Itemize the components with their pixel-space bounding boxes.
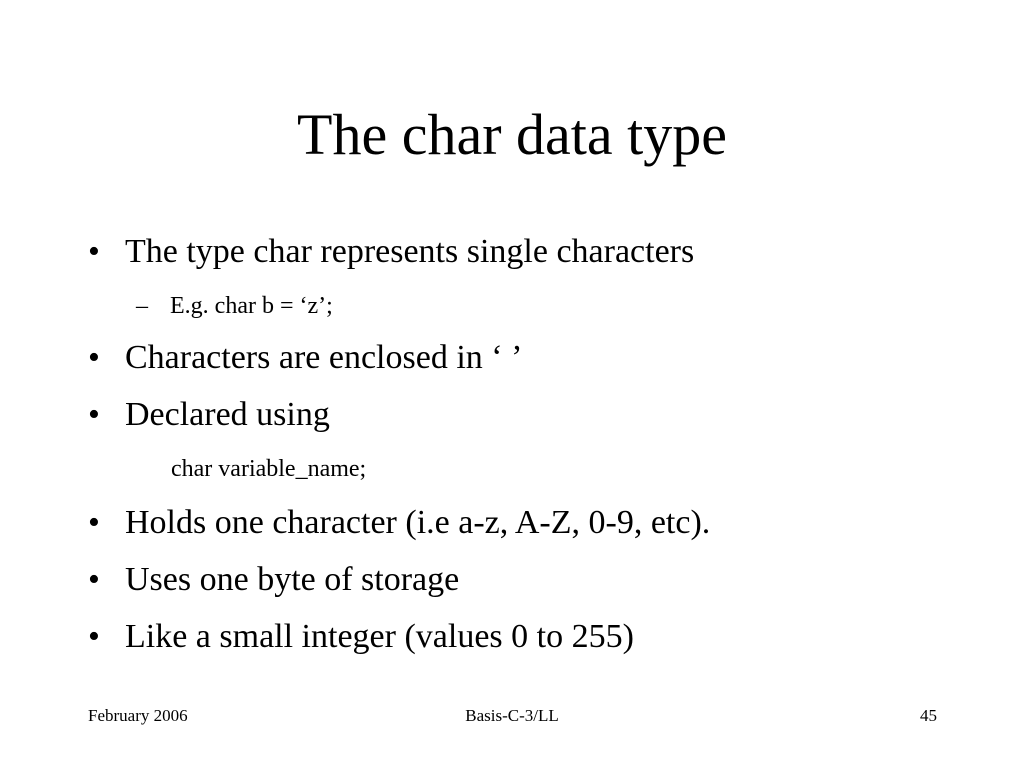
bullet-text: Characters are enclosed in ‘ ’: [125, 339, 523, 376]
bullet-item: [88, 395, 330, 435]
bullet-item: [88, 560, 459, 600]
dash-marker: –: [136, 293, 148, 319]
bullet-text: Like a small integer (values 0 to 255): [125, 618, 634, 655]
bullet-marker: •: [88, 561, 100, 598]
bullet-item: [88, 617, 634, 657]
bullet-marker: •: [88, 504, 100, 541]
bullet-marker: •: [88, 618, 100, 655]
code-text: char variable_name;: [171, 456, 367, 482]
bullet-item: [88, 232, 694, 272]
footer-date: February 2006: [88, 706, 188, 725]
bullet-marker: •: [88, 396, 100, 433]
bullet-marker: •: [88, 233, 100, 270]
sub-bullet-text: E.g. char b = ‘z’;: [170, 293, 333, 319]
bullet-text: Declared using: [125, 396, 330, 433]
code-line: [171, 454, 366, 484]
footer-course: Basis-C-3/LL: [465, 706, 559, 725]
bullet-text: Holds one character (i.e a-z, A-Z, 0-9, etc).: [125, 504, 711, 541]
bullet-marker: •: [88, 339, 100, 376]
bullet-item: [88, 338, 522, 378]
bullet-text: The type char represents single characters: [125, 233, 695, 270]
bullet-text: Uses one byte of storage: [125, 561, 460, 598]
slide-title: The char data type: [297, 102, 727, 167]
bullet-item: [88, 503, 710, 543]
sub-bullet-item: [136, 291, 333, 321]
footer-page-number: 45: [920, 706, 937, 725]
